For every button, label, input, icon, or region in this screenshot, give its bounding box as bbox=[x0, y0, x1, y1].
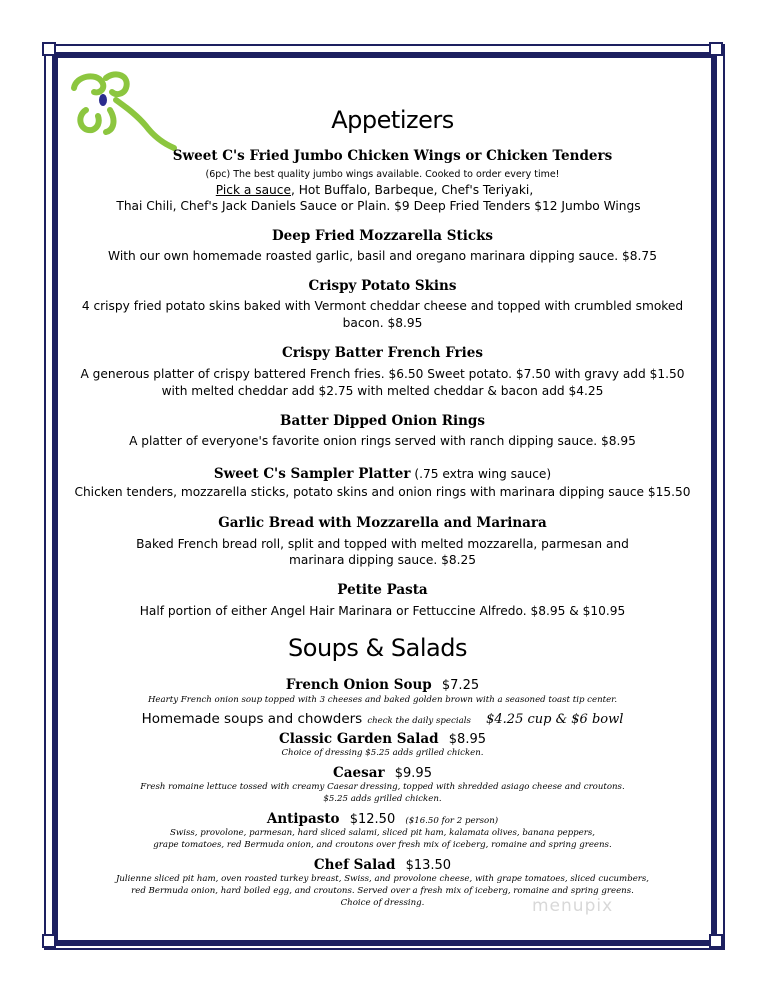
homemade-label: Homemade soups and chowders bbox=[141, 711, 363, 727]
appetizers-heading: Appetizers bbox=[331, 106, 454, 134]
sampler-title: Sweet C's Sampler Platter bbox=[213, 466, 411, 482]
garden-desc: Choice of dressing $5.25 adds grilled chicken. bbox=[281, 748, 484, 758]
fries-title: Crispy Batter French Fries bbox=[282, 345, 483, 361]
mozz-desc: With our own homemade roasted garlic, basil and oregano marinara dipping sauce. $8.75 bbox=[108, 249, 657, 263]
skins-desc-1: 4 crispy fried potato skins baked with Vermont cheddar cheese and topped with crumbled smoked bbox=[81, 299, 684, 313]
wings-sauce-list: , Hot Buffalo, Barbeque, Chef's Teriyaki, bbox=[290, 183, 534, 197]
antipasto-price: $12.50 bbox=[349, 812, 396, 827]
sampler-desc: Chicken tenders, mozzarella sticks, potato skins and onion rings with marinara dipping sauce $15.50 bbox=[74, 485, 691, 499]
rings-title: Batter Dipped Onion Rings bbox=[280, 413, 485, 429]
onion-title-line bbox=[60, 674, 705, 693]
wings-note: (6pc) The best quality jumbo wings available. Cooked to order every time! bbox=[205, 169, 560, 180]
fries-desc-1: A generous platter of crispy battered French fries. $6.50 Sweet potato. $7.50 with gravy add $1.50 bbox=[80, 367, 685, 381]
pasta-title: Petite Pasta bbox=[337, 582, 428, 598]
antipasto-note: ($16.50 for 2 person) bbox=[405, 816, 499, 826]
antipasto-title-line bbox=[60, 808, 705, 827]
wings-title: Sweet C's Fried Jumbo Chicken Wings or Chicken Tenders bbox=[172, 148, 613, 164]
corner-ornament bbox=[42, 934, 56, 948]
homemade-price: $4.25 cup & $6 bowl bbox=[486, 712, 624, 727]
caesar-desc-2: $5.25 adds grilled chicken. bbox=[323, 794, 442, 804]
fries-desc-2: with melted cheddar add $2.75 with melted cheddar & bacon add $4.25 bbox=[161, 384, 604, 398]
antipasto-desc-2: grape tomatoes, red Bermuda onion, and croutons over fresh mix of iceberg, romaine and spring greens. bbox=[153, 840, 612, 850]
onion-desc: Hearty French onion soup topped with 3 cheeses and baked golden brown with a seasoned toast tip center. bbox=[147, 695, 618, 705]
onion-price: $7.25 bbox=[441, 678, 480, 693]
garden-price: $8.95 bbox=[448, 732, 486, 747]
chef-desc-2: red Bermuda onion, hard boiled egg, and croutons. Served over a fresh mix of iceberg, romaine and spring greens. bbox=[131, 886, 634, 896]
soups-heading: Soups & Salads bbox=[288, 634, 467, 662]
homemade-note: check the daily specials bbox=[367, 716, 471, 726]
chef-title-line bbox=[60, 854, 705, 873]
homemade-line bbox=[60, 708, 705, 727]
rings-desc: A platter of everyone's favorite onion rings served with ranch dipping sauce. $8.95 bbox=[129, 434, 636, 448]
chef-desc-3: Choice of dressing. bbox=[340, 898, 425, 908]
corner-ornament bbox=[709, 42, 723, 56]
antipasto-title: Antipasto bbox=[266, 811, 340, 827]
garden-title-line bbox=[60, 728, 705, 747]
sampler-extra: (.75 extra wing sauce) bbox=[410, 467, 552, 481]
corner-ornament bbox=[709, 934, 723, 948]
skins-title: Crispy Potato Skins bbox=[308, 278, 457, 294]
caesar-title-line bbox=[60, 762, 705, 781]
menupix-watermark: menupix bbox=[532, 896, 614, 916]
garlic-desc-2: marinara dipping sauce. $8.25 bbox=[289, 553, 476, 567]
onion-title: French Onion Soup bbox=[285, 677, 432, 693]
mozz-title: Deep Fried Mozzarella Sticks bbox=[271, 228, 494, 244]
garlic-title: Garlic Bread with Mozzarella and Marinara bbox=[218, 515, 547, 531]
wings-sauces bbox=[52, 182, 697, 198]
chef-desc-1: Julienne sliced pit ham, oven roasted turkey breast, Swiss, and provolone cheese, with grape tomatoes, sliced cucumbers, bbox=[115, 874, 650, 884]
chef-title: Chef Salad bbox=[313, 857, 396, 873]
garden-title: Classic Garden Salad bbox=[278, 731, 439, 747]
caesar-price: $9.95 bbox=[394, 766, 432, 781]
pasta-desc: Half portion of either Angel Hair Marinara or Fettuccine Alfredo. $8.95 & $10.95 bbox=[139, 604, 626, 618]
chef-price: $13.50 bbox=[405, 858, 452, 873]
antipasto-desc-1: Swiss, provolone, parmesan, hard sliced salami, sliced pit ham, kalamata olives, banana peppers, bbox=[169, 828, 595, 838]
pick-sauce-label: Pick a sauce bbox=[215, 183, 291, 197]
wings-prices: Thai Chili, Chef's Jack Daniels Sauce or Plain. $9 Deep Fried Tenders $12 Jumbo Wings bbox=[116, 199, 641, 213]
garlic-desc-1: Baked French bread roll, split and topped with melted mozzarella, parmesan and bbox=[136, 537, 629, 551]
sampler-title-line bbox=[60, 463, 705, 482]
skins-desc-2: bacon. $8.95 bbox=[342, 316, 423, 330]
caesar-desc-1: Fresh romaine lettuce tossed with creamy Caesar dressing, topped with shredded asiago cheese and croutons. bbox=[140, 782, 625, 792]
corner-ornament bbox=[42, 42, 56, 56]
caesar-title: Caesar bbox=[333, 765, 385, 781]
